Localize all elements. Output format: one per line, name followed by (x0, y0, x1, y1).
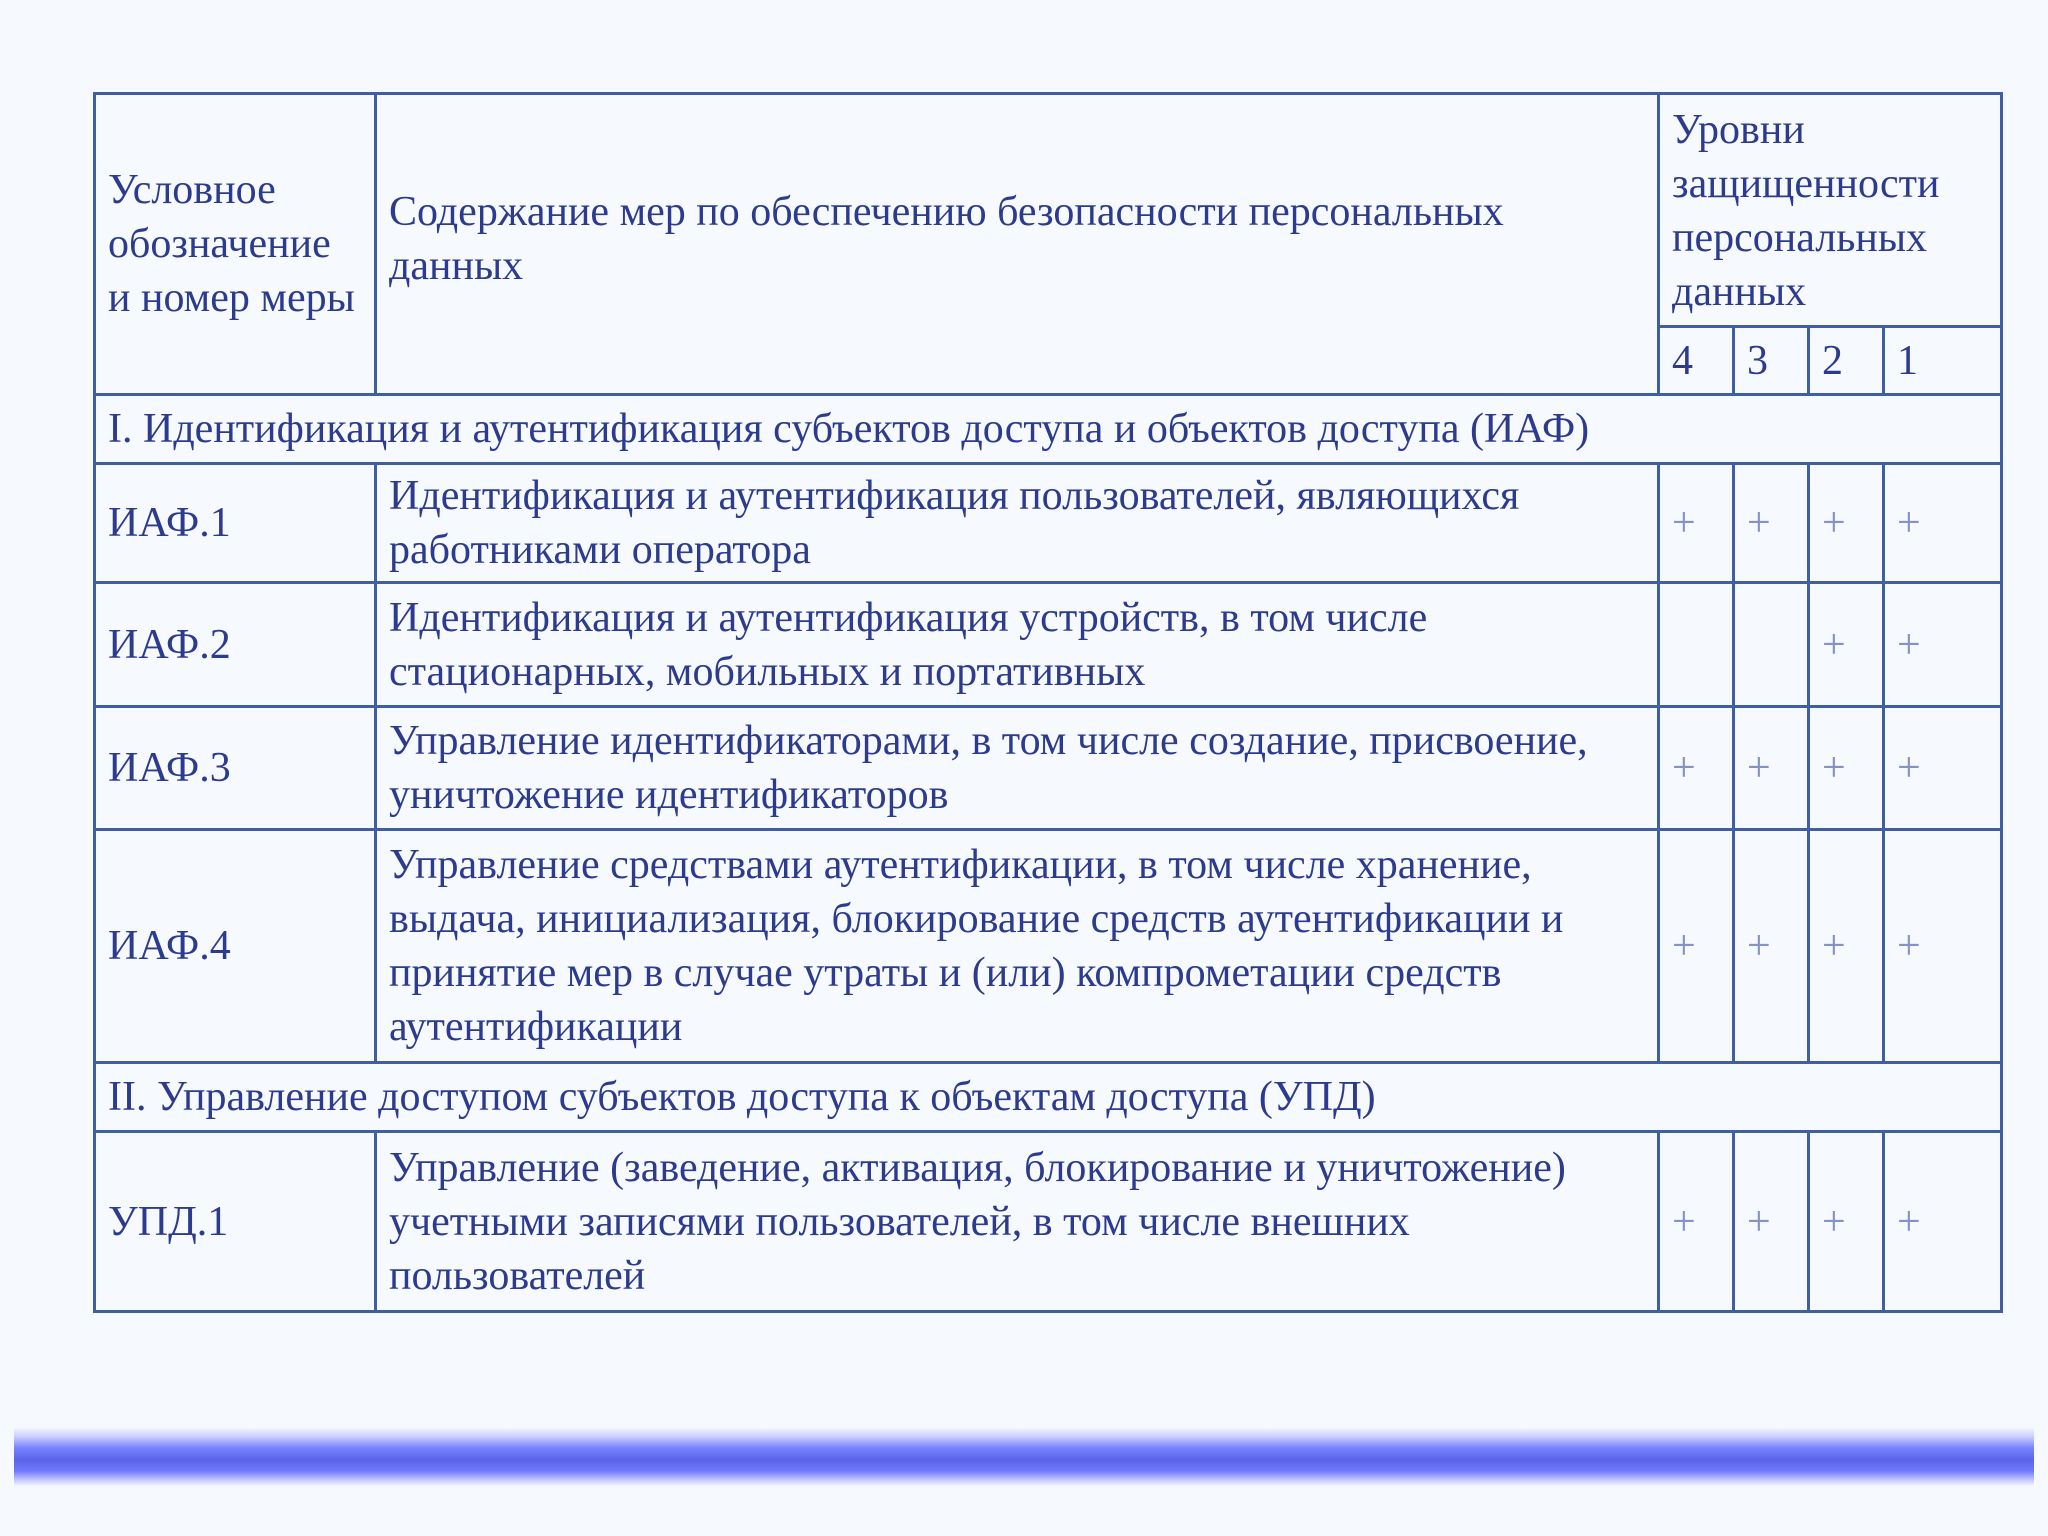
level-mark: + (1809, 707, 1884, 830)
measure-row (95, 464, 2002, 583)
measure-code: ИАФ.4 (95, 830, 376, 1063)
level-mark: + (1884, 464, 2002, 583)
level-4: 4 (1659, 327, 1734, 395)
level-3: 3 (1734, 327, 1809, 395)
section-row (95, 1063, 2002, 1132)
level-mark (1734, 583, 1809, 707)
section-row (95, 395, 2002, 464)
header-code: Условное обозначение и номер меры (95, 94, 376, 395)
header-row (95, 94, 2002, 327)
level-mark (1659, 583, 1734, 707)
level-2: 2 (1809, 327, 1884, 395)
level-mark: + (1659, 830, 1734, 1063)
level-mark: + (1659, 707, 1734, 830)
level-mark: + (1809, 583, 1884, 707)
measure-description: Управление средствами аутентификации, в том числе хранение, выдача, инициализация, блокирование средств аутентификации и принятие мер в случае утраты и (или) компрометации средств аутентификации (376, 830, 1659, 1063)
measure-description: Идентификация и аутентификация пользователей, являющихся работниками оператора (376, 464, 1659, 583)
bottom-accent-bar (14, 1428, 2034, 1486)
level-mark: + (1734, 464, 1809, 583)
header-levels: Уровни защищенности персональных данных (1659, 94, 2002, 327)
measure-description: Управление (заведение, активация, блокирование и уничтожение) учетными записями пользователей, в том числе внешних пользователей (376, 1132, 1659, 1312)
level-mark: + (1809, 464, 1884, 583)
measure-row (95, 707, 2002, 830)
level-mark: + (1734, 707, 1809, 830)
level-mark: + (1884, 707, 2002, 830)
level-mark: + (1884, 830, 2002, 1063)
level-mark: + (1809, 1132, 1884, 1312)
level-mark: + (1659, 1132, 1734, 1312)
level-mark: + (1659, 464, 1734, 583)
level-mark: + (1884, 583, 2002, 707)
measures-table (93, 92, 2003, 1313)
level-mark: + (1884, 1132, 2002, 1312)
measure-row (95, 830, 2002, 1063)
measure-description: Идентификация и аутентификация устройств, в том числе стационарных, мобильных и портативных (376, 583, 1659, 707)
measure-code: ИАФ.2 (95, 583, 376, 707)
level-mark: + (1809, 830, 1884, 1063)
level-mark: + (1734, 830, 1809, 1063)
measure-row (95, 1132, 2002, 1312)
section-title: I. Идентификация и аутентификация субъектов доступа и объектов доступа (ИАФ) (95, 395, 2002, 464)
level-mark: + (1734, 1132, 1809, 1312)
measure-description: Управление идентификаторами, в том числе создание, присвоение, уничтожение идентификаторов (376, 707, 1659, 830)
measure-code: ИАФ.1 (95, 464, 376, 583)
level-1: 1 (1884, 327, 2002, 395)
section-title: II. Управление доступом субъектов доступа к объектам доступа (УПД) (95, 1063, 2002, 1132)
measure-code: ИАФ.3 (95, 707, 376, 830)
header-content: Содержание мер по обеспечению безопасности персональных данных (376, 94, 1659, 395)
measure-row (95, 583, 2002, 707)
measure-code: УПД.1 (95, 1132, 376, 1312)
